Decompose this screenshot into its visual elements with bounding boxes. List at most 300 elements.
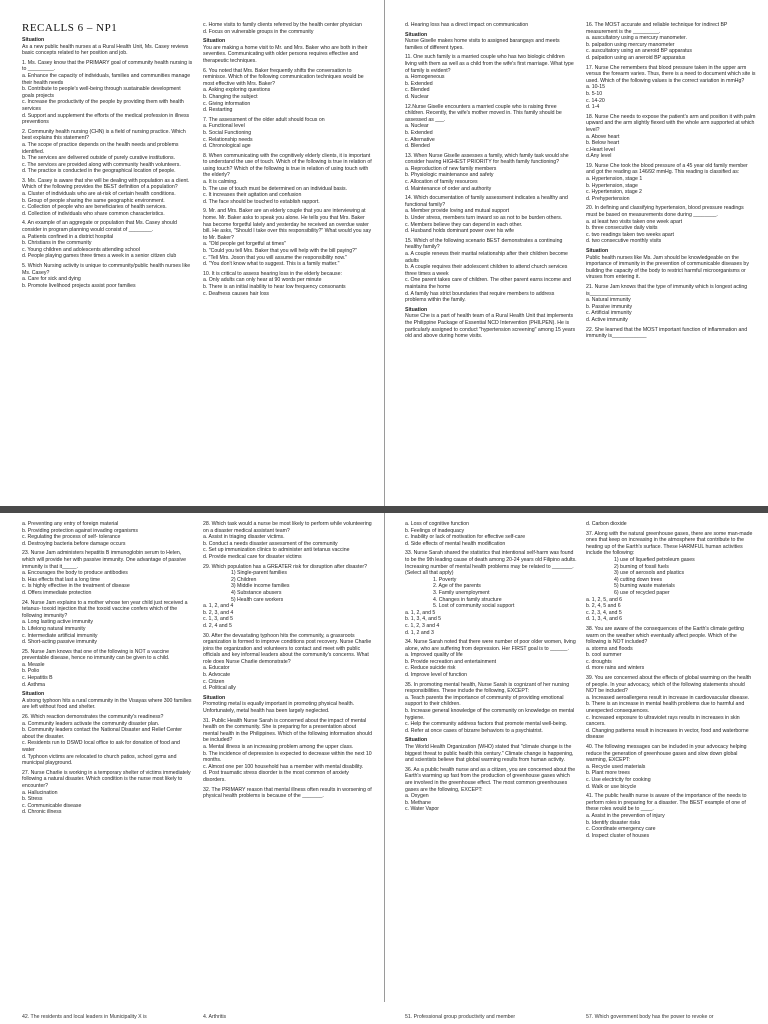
question-item: [405, 521, 577, 547]
question-item: [586, 744, 756, 790]
question-item: [586, 327, 756, 340]
question-item: [22, 129, 194, 175]
question-item: [203, 718, 373, 784]
question-stem: 18. Nurse Che needs to expose the patient's arm and position it with palm upward and the arm slightly flexed with the whole arm supported at which level?: [586, 113, 756, 133]
answer-option: b. Hypertension, stage: [586, 182, 638, 189]
question-stem: 5. Which Nursing activity is unique to community/public health nurses like Ms. Casey?: [22, 263, 191, 276]
answer-option: a. It is calming.: [203, 179, 238, 186]
answer-option: c. Citizen: [203, 678, 225, 685]
answer-option: d. Offers immediate protection: [22, 589, 92, 596]
answer-option: a. Functional level: [203, 123, 245, 130]
answer-option: d. "You don't know what to suggest. This is a family matter.": [203, 261, 340, 268]
question-stem: 1. Ms. Casey know that the PRIMARY goal of community health nursing is to _________.: [22, 59, 193, 73]
document-title: RECALLS 6 – NP1: [22, 22, 118, 34]
answer-option: b. Conduct a needs disaster assessment of the community: [203, 540, 338, 547]
page-bottom-strip: [0, 1002, 768, 1024]
question-stem: 35. In promoting mental health, Nurse Sarah is cognizant of her nursing responsibilities. These include the following, EXCEPT:: [405, 681, 570, 695]
answer-option: d. The face should be touched to establish rapport.: [203, 198, 320, 205]
answer-option: c. Allocation of family resources: [405, 179, 478, 186]
question-item: [22, 60, 194, 126]
question-sub-item: 5) burning waste materials: [614, 583, 675, 590]
answer-option: a. The scope of practice depends on the health needs and problems identified.: [22, 141, 179, 155]
page1-column-3: [405, 22, 577, 343]
question-sub-item: 1) use of liquefied petroleum gases: [614, 556, 695, 563]
answer-option: c. 14-20: [586, 97, 605, 104]
question-stem: 26. Which reaction demonstrates the community's readiness?: [22, 714, 164, 721]
answer-option: d. 1, 3, 4, and 6: [586, 616, 623, 623]
answer-option: c. Increase the productivity of the people by providing them with health services: [22, 99, 184, 112]
answer-option: b. Feelings of inadequacy: [405, 527, 465, 534]
answer-option: d. more rains and winters: [586, 665, 645, 672]
question-item: [586, 284, 756, 324]
question-stem: 28. Which task would a nurse be most likely to perform while volunteering on a disaster medical assistant team?: [203, 521, 372, 534]
situation-text: You are making a home visit to Mr. and Mrs. Baker who are both in their seventies. Communicating with older persons requires effective and therapeutic techniques.: [203, 44, 368, 64]
page1-column-2: [203, 22, 373, 300]
answer-option: b. "Could you tell Mrs. Baker that you will help with the bill paying?": [203, 248, 357, 254]
answer-option: c. Help the community address factors that promote mental well-being.: [405, 721, 568, 728]
question-sub-item: 3) use of aerosols and plastics: [614, 570, 685, 577]
question-item: [586, 626, 756, 672]
question-item: [203, 117, 373, 150]
question-item: [586, 163, 756, 203]
question-item: [203, 633, 373, 692]
question-sub-item: 2) Children: [231, 576, 257, 583]
question-item: [405, 238, 577, 304]
page1-column-4: [586, 22, 756, 343]
answer-option: a. Natural immunity: [586, 297, 631, 304]
question-item: [22, 178, 194, 218]
question-stem: 36. As a public health nurse and as a citizen, you are concerned about the Earth's warming up fast from the production of greenhouse gases which are involved in the greenhouse effect. The most common greenhouses gases are the following, EXCEPT:: [405, 766, 576, 793]
page1-column-1: [22, 22, 194, 292]
answer-option: c. Members believe they can depend in each other.: [405, 221, 523, 228]
question-stem: 34. Nurse Sarah noted that there were number of poor older women, living alone, who are suffering from depression. Her FIRST goal is to ______.: [405, 639, 576, 652]
answer-option: d. Focus on vulnerable groups in the community: [203, 28, 314, 35]
question-stem: 29. Which population has a GREATER risk for disruption after disaster?: [203, 563, 367, 570]
question-item: [203, 271, 373, 297]
answer-option: a. Community leaders activate the community disaster plan.: [22, 720, 160, 727]
question-item: [22, 220, 194, 260]
answer-option: a. storms and floods: [586, 645, 633, 652]
question-sub-item: 3) Middle income families: [231, 583, 290, 590]
answer-option: d. Support and supplement the efforts of the medical profession in illness preventions: [22, 112, 190, 126]
answer-option: c. Hepatitis B: [22, 675, 53, 682]
answer-option: c. Relationship needs: [203, 136, 253, 143]
question-stem: 37. Along with the natural greenhouse gases, there are some man-made ones that keep on increasing in the atmosphere that contribute to the heating up of the Earth's surface. These HARMFUL human activities include the following:: [586, 530, 753, 557]
answer-option: c. Regulating the process of self- tolerance: [22, 534, 121, 541]
answer-option: b. 2, 3, and 4: [203, 609, 234, 616]
answer-option: a. 1, 2, and 4: [203, 603, 234, 610]
answer-option: a. Patients confined in a district hospital: [22, 233, 114, 240]
question-stem: 9. Mr. and Mrs. Baker are an elderly couple that you are interviewing at home. Mr. Baker asks to speak you alone. He tells you that Mrs. Baker has become forgetful lately and yesterday he received an overdue water bill. He asks, "Should I take over this responsibility?" What would you say to Mr. Baker?: [203, 208, 372, 241]
answer-option: c. One parent takes care of children. The other parent earns income and maintains the home: [405, 277, 571, 290]
situation-heading: Situation: [405, 306, 428, 313]
answer-option: d. Changing patterns result in increases in vector, food and waterborne disease: [586, 727, 749, 741]
question-sub-item: 1. Poverty: [433, 576, 457, 583]
answer-option: d. Nuclear: [405, 93, 429, 100]
answer-option: c. Is highly effective in the treatment of disease: [22, 583, 130, 590]
situation-heading: Situation: [203, 694, 226, 701]
question-sub-item: 5. Lost of community social support: [433, 603, 515, 610]
answer-option: c.Heart level: [586, 146, 615, 153]
answer-option: c. Artificial immunity: [586, 310, 632, 317]
answer-option: b. Plant more trees: [586, 770, 630, 777]
answer-option: b. three consecutive daily visits: [586, 225, 658, 232]
situation-heading: Situation: [405, 31, 428, 38]
question-item: [405, 639, 577, 679]
question-item: [405, 153, 577, 193]
answer-option: c. auscultatory using an aneroid BP apparatus: [586, 48, 693, 55]
question-item: [203, 521, 373, 561]
answer-option: d. Active immunity: [586, 316, 628, 323]
answer-option: b. Below heart: [586, 140, 620, 147]
answer-option: a. 1, 2, and 5: [405, 609, 436, 616]
question-item: [203, 787, 373, 800]
answer-option: a. Recycle used materials: [586, 763, 646, 770]
question-item: [586, 114, 756, 160]
question-item: [405, 682, 577, 735]
answer-option: a. Preventing any entry of foreign material: [22, 521, 119, 527]
answer-option: d. Side effects of mental health modification: [405, 540, 506, 547]
answer-option: c. Reduce suicide risk: [405, 665, 456, 672]
answer-option: c. 1, 2, 3 and 4: [405, 622, 440, 629]
answer-option: a. Encourages the body to produce antibodies: [22, 570, 128, 577]
answer-option: a. A couple renews their marital relationship after their children become adults: [405, 251, 568, 264]
answer-option: b. Advocate: [203, 672, 231, 679]
answer-option: a. Mental illness is an increasing problem among the upper class.: [203, 744, 354, 750]
answer-option: a. Enhance the capacity of individuals, families and communities manage their health needs: [22, 72, 191, 86]
answer-option: c. two readings taken two weeks apart: [586, 231, 674, 238]
question-item: [22, 521, 194, 547]
answer-option: b. Extended: [405, 80, 433, 87]
answer-option: d. Chronological age: [203, 143, 251, 150]
question-stem: 25. Nurse Jam knows that one of the following is NOT a vaccine preventable disease, hence no immunity can be given to a child.: [22, 648, 170, 662]
situation-text: Public health nurses like Ms. Jam should be knowledgeable on the importance of immunity in the prevention of communicable diseases by building the capacity of the body to restrict harmful microorganisms or viruses from entering it.: [586, 254, 749, 281]
question-item: [203, 68, 373, 114]
answer-option: d. Blended: [405, 143, 430, 150]
answer-option: b. Changing the subject: [203, 93, 258, 100]
answer-option: b. Has effects that last a long time: [22, 576, 101, 583]
answer-option: d. Maintenance of order and authority: [405, 185, 492, 192]
situation-text: Promoting metal is equally important in promoting physical health. Unfortunately, metal health has been largely neglected.: [203, 701, 355, 715]
answer-option: d. Carbon dioxide: [586, 521, 627, 527]
answer-option: c. Almost one per 100 household has a member with mental disability.: [203, 763, 364, 770]
footer-question-fragment: 4. Arthritis: [203, 1014, 227, 1020]
question-stem: 10. It is critical to assess hearing loss in the elderly because:: [203, 270, 342, 277]
answer-option: d. Prehypertension: [586, 195, 630, 202]
document-page-2: [0, 513, 768, 1024]
answer-option: a. Long lasting active immunity: [22, 619, 93, 626]
answer-option: c. Communicable disease: [22, 802, 82, 809]
question-stem: 23. Nurse Jam administers hepatitis B immunoglobin serum to Helen, which will provide her with passive immunity. One advantage of passive immunity is that it_____.: [22, 550, 186, 570]
answer-option: b. Promote livelihood projects assist poor families: [22, 282, 136, 289]
question-item: [22, 263, 194, 289]
page2-column-1: [22, 521, 194, 819]
answer-option: d. Destroying bacteria before damage occurs: [22, 540, 126, 547]
document-page-1: [0, 0, 768, 506]
answer-option: c. droughts: [586, 658, 612, 665]
answer-option: d. 2, 4 and 5: [203, 622, 232, 629]
answer-option: b. Christians in the community: [22, 240, 92, 247]
answer-option: d. Refer at once cases of bizarre behaviors to a psychiatrist.: [405, 727, 543, 734]
situation-text: Nurse Giselle makes home visits to assigned barangays and meets families of different types.: [405, 38, 560, 51]
situation-text: Nurse Che is a part of health team of a Rural Health Unit that implements the Philippine Package of Essential NCD Intervention (PHILPEN). He is particularly assigned to conduct "hypertension screening" among 15 years old and above during home visits.: [405, 313, 576, 340]
question-sub-item: 2. Age of the parents: [433, 583, 481, 590]
question-stem: 16. The MOST accurate and reliable technique for indirect BP measurement is the _________.: [586, 22, 728, 35]
answer-option: a. Improved quality of life: [405, 652, 463, 659]
answer-option: d. two consecutive monthly visits: [586, 238, 662, 245]
question-item: [405, 54, 577, 100]
answer-option: a. Asking exploring questions: [203, 87, 271, 94]
question-item: [405, 767, 577, 813]
answer-option: c. Deafness causes hair loss: [203, 290, 270, 297]
answer-option: d. Short-acting passive immunity: [22, 639, 97, 646]
answer-option: c. Water Vapor: [405, 806, 440, 813]
answer-option: a. Care for sick and dying: [22, 276, 81, 283]
answer-option: c. 1, 3, and 5: [203, 616, 233, 623]
question-item: [22, 600, 194, 646]
question-stem: 2. Community health nursing (CHN) is a field of nursing practice. Which best explains this statement?: [22, 128, 186, 142]
answer-option: a. at least two visits taken one week apart: [586, 218, 683, 225]
answer-option: b. Community leaders contact the National Disaster and Relief Center about the disaster.: [22, 727, 183, 740]
answer-option: c. Giving information: [203, 100, 251, 107]
page2-column-2: [203, 521, 373, 803]
answer-option: a. Oxygen: [405, 793, 429, 800]
question-sub-item: 1) Single-parent families: [231, 570, 287, 577]
answer-option: d. Inspect cluster of houses: [586, 832, 650, 839]
answer-option: a. Hypertension, stage 1: [586, 176, 643, 183]
answer-option: b. Under stress, members turn inward so as not to be burden others.: [405, 215, 563, 222]
question-stem: 12.Nurse Giselle encounters a married couple who is raising three children. Recently, the wife's mother moved in. This family should be assessed as ___.: [405, 103, 562, 123]
answer-option: c. Coordinate emergency care: [586, 826, 656, 833]
answer-option: a. Teach parents the importance of community of providing emotional support to their children.: [405, 694, 564, 708]
answer-option: c. Use electricity for cooking: [586, 776, 651, 783]
answer-option: a. Nuclear: [405, 123, 429, 130]
question-stem: 39. You are concerned about the effects of global warming on the health of people. In your advocacy, which of the following statements should NOT be included?: [586, 675, 752, 695]
answer-option: a. 10-15: [586, 84, 606, 91]
answer-option: b. 1, 3, 4, and 5: [405, 616, 442, 623]
answer-option: c. Increased exposure to ultraviolet rays results in increases in skin cancers.: [586, 714, 740, 728]
answer-option: b. Passive immunity: [586, 303, 633, 310]
question-stem: 8. When communicating with the cognitively elderly clients, it is important to understand the use of touch. Which of the following is true in relation of using touch? Which of the following is true in relation of using touch with the elderly?: [203, 152, 372, 179]
footer-question-fragment: 42. The residents and local leaders in Municipality X is: [22, 1014, 147, 1020]
answer-option: a. Cluster of individuals who are at-risk of certain health conditions.: [22, 191, 176, 198]
answer-option: d. Post traumatic stress disorder is the most common of anxiety disorders.: [203, 770, 349, 783]
answer-option: a. "Old people get forgetful at times": [203, 241, 286, 248]
answer-option: b. A couple requires their adolescent children to attend church services three times a week: [405, 264, 568, 277]
question-sub-item: 5) Health care workers: [231, 596, 284, 603]
question-item: [586, 675, 756, 741]
answer-option: c. Hypertension, stage 2: [586, 189, 642, 196]
answer-option: d. A family has strict boundaries that require members to address problems within the family.: [405, 290, 555, 304]
answer-option: a. Assist in triaging disaster victims.: [203, 534, 285, 541]
question-item: [22, 714, 194, 767]
answer-option: b. Extended: [405, 129, 433, 136]
answer-option: b. Social Functioning: [203, 129, 252, 136]
question-item: [586, 793, 756, 839]
answer-option: b. Methane: [405, 799, 431, 806]
question-stem: 11. One such family is a married couple who has two biologic children living with them as well as a child from the wife's first marriage. What type of family is evident?: [405, 54, 574, 74]
answer-option: b. Lifelong natural immunity: [22, 625, 86, 632]
question-item: [405, 550, 577, 636]
question-item: [586, 205, 756, 245]
answer-option: d. Improve level of function: [405, 672, 467, 679]
question-sub-item: 4) cutting down trees: [614, 576, 663, 583]
answer-option: a. Increased aeroallergens result in increase in cardiovascular disease.: [586, 694, 750, 701]
question-stem: 33. Nurse Sarah shared the statistics that intentional self-harm was found to be the 9th leading cause of death among 20-24 years old Filipino adults. Increasing number of mental health problems may be related to _______. (Select all that apply): [405, 550, 577, 577]
question-stem: 20. In defining and classifying hypertension, blood pressure readings must be based on measurements done during ________.: [586, 205, 744, 219]
answer-option: a. Member provide loving and mutual support: [405, 208, 510, 215]
answer-option: b. Increase general knowledge of the community on knowledge on mental hygiene.: [405, 708, 575, 721]
question-stem: 3. Ms. Casey is aware that she will be dealing with population as a client. Which of the following provides the BEST definition of a population?: [22, 177, 190, 191]
answer-option: a. Educator: [203, 665, 230, 672]
question-stem: 7. The assessment of the older adult should focus on: [203, 116, 325, 123]
answer-option: a. Reproduction of new family members: [405, 165, 497, 172]
question-item: [586, 65, 756, 111]
situation-heading: Situation: [22, 37, 45, 43]
page2-column-4: [586, 521, 756, 842]
question-sub-item: 2) burning of fossil fuels: [614, 563, 669, 570]
footer-question-fragment: 51. Professional group productivity and member: [405, 1014, 516, 1020]
answer-option: a. Measle: [22, 661, 45, 668]
answer-option: b. Stress: [22, 796, 43, 803]
question-sub-item: 3. Family unemployment: [433, 589, 490, 596]
answer-option: b. Physiologic maintenance and safety: [405, 172, 494, 179]
question-stem: 13. When Nurse Giselle assesses a family, which family task would she consider having HIGHEST PRIORITY for health family functioning?: [405, 152, 569, 166]
question-stem: 21. Nurse Jam knows that the type of immunity which is longest acting is______________: [586, 283, 748, 297]
answer-option: a. Above heart: [586, 133, 620, 140]
question-sub-item: 4) Substance abusers: [231, 589, 282, 596]
answer-option: a. 1, 2, 5, and 6: [586, 596, 623, 603]
question-stem: 27. Nurse Charlie is working in a temporary shelter of victims immediately following a natural disaster. Which condition is the nurse most likely to encounter?: [22, 769, 191, 789]
answer-option: a. Hallucination: [22, 789, 58, 796]
answer-option: c. "Tell Mrs. Joson that you will assume the responsibility now.": [203, 254, 348, 261]
answer-option: d. Husband holds dominant power over his wife: [405, 228, 514, 235]
answer-option: b. Providing protection against invading organisms: [22, 527, 138, 534]
answer-option: a. Only adults can only hear at 90 words per minute: [203, 277, 322, 284]
situation-heading: Situation: [22, 691, 45, 698]
answer-option: c. It increases their agitation and confusion: [203, 192, 302, 199]
answer-option: b. The services are delivered outside of purely curative institutions.: [22, 155, 176, 162]
answer-option: b. The use of touch must be determined on an individual basis.: [203, 185, 348, 192]
page2-column-3: [405, 521, 577, 816]
answer-option: d. palpation using an aneroid BP apparatus: [586, 54, 686, 61]
question-item: [405, 104, 577, 150]
situation-text: A strong typhoon hits a rural community in the Visayas where 300 families are left without food and shelter.: [22, 697, 192, 711]
answer-option: c. Residents run to DSWD local office to ask for donation of food and water: [22, 740, 180, 753]
question-stem: 19. Nurse Che took the blood pressure of a 45 year old family member and got the reading as 146/92 mmHg. This reading is classified as:: [586, 162, 748, 176]
answer-option: d. Collection of individuals who share common characteristics.: [22, 210, 165, 217]
question-item: [405, 22, 577, 29]
question-stem: 17. Nurse Che remembers that blood pressure taken in the upper arm versus the forearm varies. Thus, there is a need to document which site is used. Which of the following values is the correct variation in mmHg?: [586, 64, 756, 84]
answer-option: b. Group of people sharing the same geographic environment.: [22, 197, 165, 204]
question-item: [203, 153, 373, 206]
answer-option: c. Inability or lack of motivation for effective self-care: [405, 534, 526, 541]
answer-option: c. Home visits to family clients referred by the health center physician: [203, 22, 362, 28]
answer-option: d. Walk or use bicycle: [586, 783, 637, 790]
situation-heading: Situation: [203, 38, 226, 45]
answer-option: a. auscultatory using a mercury manometer.: [586, 35, 687, 42]
answer-option: d. Asthma: [22, 681, 46, 688]
answer-option: d. The practice is conducted in the geographical location of people.: [22, 168, 176, 175]
situation-heading: Situation: [405, 737, 428, 744]
answer-option: c. The services are provided along with community health volunteers.: [22, 161, 181, 168]
question-stem: 32. The PRIMARY reason that mental illness often results in worsening of physical health problems is because of the _______.: [203, 786, 372, 800]
question-stem: 15. Which of the following scenario BEST demonstrates a continuing healthy family?: [405, 237, 563, 251]
page-center-divider: [384, 513, 385, 1024]
answer-option: b. 2, 4, 5 and 6: [586, 603, 621, 610]
question-item: [22, 770, 194, 816]
question-item: [405, 195, 577, 235]
question-sub-item: 4. Changes in family structure: [433, 596, 502, 603]
question-item: [203, 564, 373, 630]
answer-option: c. Blended: [405, 87, 430, 94]
question-stem: 22. She learned that the MOST important function of inflammation and immunity is____________: [586, 326, 748, 340]
question-item: [586, 22, 756, 62]
question-item: [203, 22, 373, 35]
answer-option: b. Contribute to people's well-being through sustainable development goals projects: [22, 86, 181, 99]
answer-option: a. Loss of cognitive function: [405, 521, 470, 527]
question-stem: 41. The public health nurse is aware of the importance of the needs to perform roles in preparing for a disaster. The BEST example of one of these roles would be to ____.: [586, 793, 747, 813]
answer-option: c. Intermediate artificial immunity: [22, 632, 98, 639]
answer-option: d. Hearing loss has a direct impact on communication: [405, 22, 529, 28]
page-center-divider: [384, 0, 385, 506]
question-item: [22, 550, 194, 596]
answer-option: c. Collection of people who are beneficiaries of health services.: [22, 204, 167, 211]
question-item: [586, 521, 756, 528]
question-stem: 6. You noted that Mrs. Baker frequently shifts the conversation to reminisce. Which of the following communication techniques would be most effective with Mrs. Baker?: [203, 67, 364, 87]
question-item: [22, 649, 194, 689]
answer-option: d. 1-4: [586, 104, 600, 111]
answer-option: d. Chronic illness: [22, 809, 62, 816]
question-stem: 30. After the devastating typhoon hits the community, a grassroots organization is formed to improve conditions post recovery. Nurse Charlie joins the organization and volunteers to contact and meet with public officials and key informal leaders about the community's concerns. What role does Nurse Charlie demonstrate?: [203, 632, 372, 665]
question-stem: 40. The following messages can be included in your advocacy helping reduce the generation of greenhouse gases and slow down global warming, EXCEPT:: [586, 744, 747, 764]
answer-option: b. There is an initial inability to hear low frequency consonants: [203, 283, 346, 290]
question-sub-item: 6) use of recycled paper: [614, 589, 670, 596]
situation-text: The World Health Organization (WHO) stated that "climate change is the biggest threat to public health this century." Climate change is happening, and scientists believe that global warming results from human activity.: [405, 744, 574, 764]
answer-option: b. There is an increase in mental health problems due to harmful and unexpected consequences.: [586, 701, 745, 715]
question-stem: 4. An example of an aggregate or population that Ms. Casey should consider in program planning would consist of ________.: [22, 220, 177, 234]
answer-option: d. Restarting: [203, 107, 233, 114]
answer-option: d. People playing games three times a week in a senior citizen club: [22, 253, 177, 260]
footer-question-fragment: 57. Which government body has the power to revoke or: [586, 1014, 714, 1020]
question-stem: 31. Public Health Nurse Sarah is concerned about the impact of mental health on the community. She is preparing for a presentation about mental health in the Philippines. Which of the following information should be included?: [203, 717, 372, 744]
answer-option: c. Young children and adolescents attending school: [22, 246, 140, 253]
answer-option: d. Typhoon victims are relocated to church patios, school gyms and municipal playground.: [22, 753, 177, 767]
answer-option: a. Homogeneous: [405, 74, 445, 81]
answer-option: d.Any level: [586, 153, 612, 160]
question-stem: 14. Which documentation of family assessment indicates a healthy and functional family?: [405, 195, 568, 208]
question-stem: 24. Nurse Jam explains to a mother whose ten year child just received a tetanus- toxoid injection that the toxoid vaccine confers which of the following immunity?: [22, 599, 188, 619]
answer-option: d. 1, 2 and 3: [405, 629, 434, 636]
answer-option: b. Polio: [22, 668, 40, 675]
answer-option: b. The incidence of depression is expected to decrease within the next 10 months.: [203, 750, 372, 764]
question-stem: 38. You are aware of the consequences of the Earth's climate getting warm on the weather which eventually affect people. Which of the following is NOT included?: [586, 625, 744, 646]
question-item: [586, 531, 756, 623]
answer-option: b. Provide recreation and entertainment: [405, 658, 497, 665]
answer-option: d. Political ally: [203, 685, 236, 692]
answer-option: c. Alternative: [405, 136, 435, 143]
answer-option: a. Assist in the prevention of injury: [586, 812, 665, 819]
answer-option: b. cool summer: [586, 652, 622, 659]
answer-option: c. Set up immunization clinics to administer anti tetanus vaccine: [203, 547, 350, 554]
question-item: [203, 208, 373, 267]
answer-option: b. Identify disaster risks: [586, 819, 641, 826]
answer-option: b. palpation using mercury manometer: [586, 41, 675, 48]
answer-option: b. 5-10: [586, 90, 603, 97]
situation-heading: Situation: [586, 248, 609, 254]
answer-option: c. 2, 3, 4, and 5: [586, 609, 622, 616]
situation-text: As a new public health nurses at a Rural Health Unit, Ms. Casey reviews basic concepts related to her position and job.: [22, 43, 189, 57]
